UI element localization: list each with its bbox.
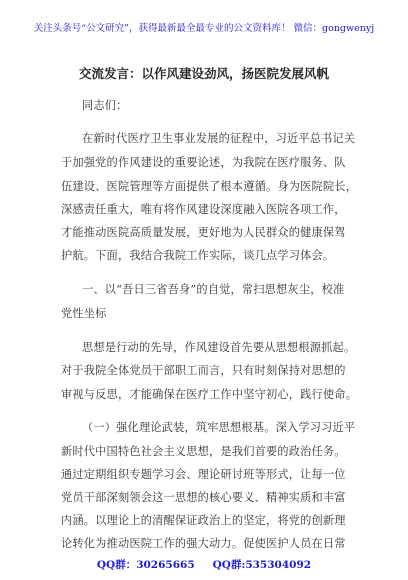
section-heading: 党性坐标 bbox=[61, 307, 107, 320]
header-banner: 关注头条号“公文研究”，获得最新最全最专业的公文资料库！ 微信：gongwenyj bbox=[33, 23, 375, 34]
paragraph-line: 思想是行动的先导，作风建设首先要从思想根源抓起。 bbox=[82, 341, 356, 354]
paragraph-line: 于加强党的作风建设的重要论述，为我院在医疗服务、队 bbox=[61, 156, 346, 169]
paragraph-line: 通过定期组织专题学习会、理论研讨班等形式，让每一位 bbox=[61, 468, 346, 481]
footer bbox=[0, 557, 408, 572]
paragraph-line: （一）强化理论武装，筑牢思想根基。深入学习习近平 bbox=[82, 421, 356, 434]
paragraph-line: 党员干部深刻领会这一思想的核心要义、精神实质和丰富 bbox=[61, 491, 346, 504]
qq-group-2: QQ群:535304092 bbox=[212, 559, 312, 571]
paragraph-line: 论转化为推动医院工作的强大动力。促使医护人员在日常 bbox=[61, 537, 346, 550]
document-title: 交流发言：以作风建设劲风，扬医院发展风帆 bbox=[78, 66, 329, 81]
paragraph-line: 伍建设、医院管理等方面提供了根本遵循。身为医院院长， bbox=[61, 180, 358, 193]
paragraph-line: 新时代中国特色社会主义思想，是我们首要的政治任务。 bbox=[61, 445, 346, 458]
salutation: 同志们： bbox=[82, 99, 128, 112]
paragraph-line: 才能推动医院高质量发展，更好地为人民群众的健康保驾 bbox=[61, 226, 346, 239]
qq-group-1: QQ群：30265665 bbox=[96, 559, 195, 571]
paragraph-line: 护航。下面，我结合我院工作实际，谈几点学习体会。 bbox=[61, 249, 335, 262]
paragraph-line: 深感责任重大，唯有将作风建设深度融入医院各项工作， bbox=[61, 203, 346, 216]
paragraph-line: 在新时代医疗卫生事业发展的征程中，习近平总书记关 bbox=[82, 132, 356, 145]
paragraph-line: 对于我院全体党员干部职工而言，只有时刻保持对思想的 bbox=[61, 364, 346, 377]
paragraph-line: 内涵。以理论上的清醒保证政治上的坚定，将党的创新理 bbox=[61, 514, 346, 527]
section-heading: 一、以“吾日三省吾身”的自觉，常扫思想灰尘，校准 bbox=[82, 283, 345, 296]
paragraph-line: 审视与反思，才能确保在医疗工作中坚守初心，践行使命。 bbox=[61, 388, 358, 401]
